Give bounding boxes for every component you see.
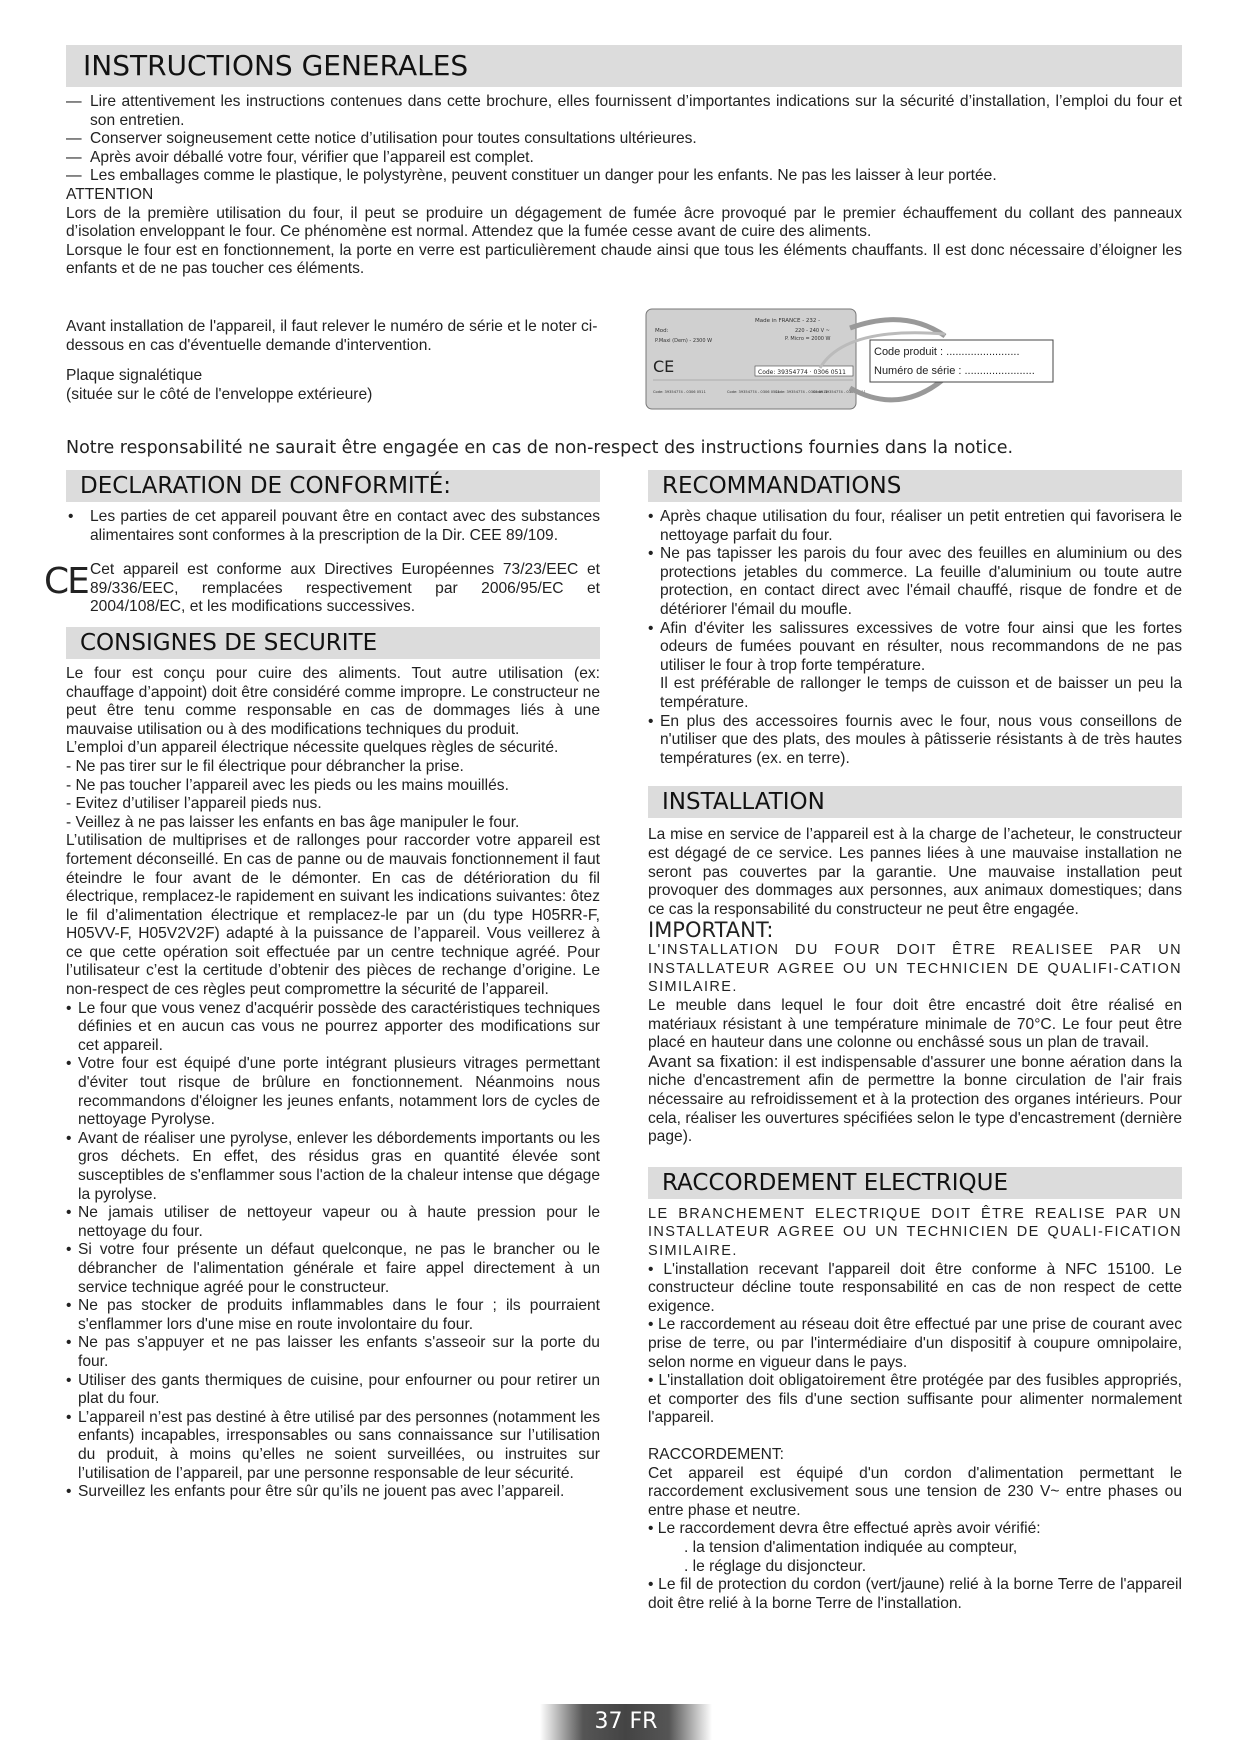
- consignes-header: CONSIGNES DE SECURITE: [66, 627, 600, 659]
- declaration-bullet: • Les parties de cet appareil pouvant être en contact avec des substances alimentaires sont conformes à la prescription de la Dir. CEE 89/109.: [68, 508, 600, 544]
- plate-made-in: Made in FRANCE - 232 -: [755, 318, 821, 324]
- plate-label: Plaque signalétique: [66, 367, 203, 385]
- attention-label: ATTENTION: [66, 185, 154, 203]
- recommandation-bullet: • Afin d'éviter les salissures excessives de votre four ainsi que les fortes odeurs de fumées pouvant en résulter, nous recommandons de ne pas utiliser le four à trop forte température.: [648, 619, 1182, 674]
- raccordement-paragraph: Cet appareil est équipé d'un cordon d'alimentation permettant le raccordement exclusivement sous une tension de 230 V~ entre phases ou entre phase et neutre.: [648, 1464, 1182, 1519]
- fixation-paragraph: Avant sa fixation: il est indispensable d'assurer une bonne aération dans la niche d'encastrement afin de permettre la bonne circulation de l'air frais nécessaire au refroidissement et à la protection des organes intérieurs. Pour cela, réaliser les ouvertures spécifiées selon le type d'encastrement (dernière page).: [648, 1051, 1183, 1146]
- raccordement-last: • Le fil de protection du cordon (vert/jaune) relié à la borne Terre de l'appareil doit être relié à la borne Terre de l'installation.: [648, 1576, 1182, 1612]
- serial-note: [66, 318, 626, 404]
- raccordement-bullet: • L'installation doit obligatoirement être protégée par des fusibles appropriés, et comporter des fils d'une section suffisante pour alimenter normalement l'appareil.: [648, 1372, 1182, 1427]
- consignes-dash-item: - Veillez à ne pas laisser les enfants en bas âge manipuler le four.: [66, 813, 520, 831]
- recommandation-extra: Il est préférable de rallonger le temps de cuisson et de baisser un peu la température.: [660, 675, 1182, 711]
- plate-location: (située sur le côté de l'enveloppe extérieure): [66, 385, 373, 403]
- plate-micro: P. Micro = 2000 W: [785, 336, 831, 342]
- recommandation-bullet: • Ne pas tapisser les parois du four avec des feuilles en aluminium ou des protections jetables du commerce. La feuille d'aluminium ou toute autre protection, en contact direct avec l'émail chauffé, risque de fondre et de détériorer l'émail du moufle.: [648, 545, 1182, 618]
- plate-ce-mark: CE: [653, 357, 675, 376]
- installation-paragraph: La mise en service de l’appareil est à la charge de l’acheteur, le constructeur est dégagé de ce service. Les pannes liées à une mauvaise installation ne seront pas couvertes par la garantie. Une mauvaise installation peut provoquer des dommages aux personnes, aux animaux domestiques; dans ce cas la responsabilité du constructeur ne peut être engagée.: [648, 826, 1182, 918]
- raccordement-check-item: . le réglage du disjoncteur.: [684, 1557, 867, 1575]
- raccordement-bullet: • L'installation recevant l'appareil doit être conforme à NFC 15100. Le constructeur décline toute responsabilité en cas de non respect de cette exigence.: [648, 1260, 1182, 1315]
- disclaimer: Notre responsabilité ne saurait être engagée en cas de non-respect des instructions fournies dans la notice.: [66, 438, 1014, 458]
- consignes-dash-item: - Ne pas tirer sur le fil électrique pour débrancher la prise.: [66, 757, 464, 775]
- installation-paragraph: Le meuble dans lequel le four doit être encastré doit être réalisé en matériaux résistant à une température minimale de 70°C. Le four peut être placé en hauteur dans une colonne ou enchâssé sous un plan de travail.: [648, 997, 1182, 1052]
- plate-cell: Code: 39354774 - 0306 0511: [727, 390, 780, 394]
- consignes-bullet: • Ne pas s'appuyer et ne pas laisser les enfants s'asseoir sur la porte du four.: [66, 1334, 600, 1370]
- plate-cell: Code: 39354774 - 0306 0511: [653, 390, 706, 394]
- recommandations-header: RECOMMANDATIONS: [648, 470, 1182, 502]
- consignes-bullet: • Le four que vous venez d'acquérir possède des caractéristiques techniques définies et en aucun cas vous ne pourrez apporter des modifications sur cet appareil.: [66, 999, 600, 1054]
- right-column: [648, 470, 1182, 1613]
- consignes-dash-item: - Evitez d’utiliser l’appareil pieds nus.: [66, 795, 322, 813]
- serial-note-text: Avant installation de l'appareil, il faut relever le numéro de série et le noter ci-dessous en cas d'éventuelle demande d'intervention.: [66, 318, 598, 354]
- rating-plate-graphic: [645, 308, 1055, 410]
- important-caps: L'INSTALLATION DU FOUR DOIT ÊTRE REALISEE PAR UN INSTALLATEUR AGREE OU UN TECHNICIEN DE QUALIFI-CATION SIMILAIRE.: [648, 942, 1182, 996]
- raccordement-body: [648, 1205, 1182, 1613]
- installation-body: [648, 826, 1182, 1147]
- installation-header: INSTALLATION: [648, 786, 1182, 818]
- consignes-bullet: • Utiliser des gants thermiques de cuisine, pour enfourner ou pour retirer un plat du four.: [66, 1371, 600, 1408]
- rating-plate-illustration: [645, 308, 1055, 410]
- declaration-header: DECLARATION DE CONFORMITÉ:: [66, 470, 600, 502]
- recommandation-bullet: • Après chaque utilisation du four, réaliser un petit entretien qui favorisera le nettoyage parfait du four.: [648, 508, 1182, 544]
- intro-item: — Après avoir déballé votre four, vérifier que l’appareil est complet.: [66, 148, 534, 166]
- left-column: [44, 470, 600, 1502]
- ce-mark: CE: [44, 561, 88, 603]
- consignes-bullet: • L’appareil n’est pas destiné à être utilisé par des personnes (notamment les enfants) incapables, irresponsables ou sans connaissance sur l’utilisation du produit, à moins qu’elles ne soient surveillées, ou instruites sur l’utilisation de l’appareil, par une personne responsable de leur sécurité.: [66, 1408, 600, 1482]
- intro-item: — Les emballages comme le plastique, le polystyrène, peuvent constituer un danger pour les enfants. Ne pas les laisser à leur portée.: [66, 167, 997, 185]
- page-title: INSTRUCTIONS GENERALES: [66, 45, 1182, 87]
- plate-voltage: 220 - 240 V ~: [795, 328, 830, 334]
- consignes-bullet: • Ne pas stocker de produits inflammables dans le four ; ils pourraient s'enflammer lors d'une mise en route involontaire du four.: [66, 1297, 600, 1333]
- consignes-bullet: • Surveillez les enfants pour être sûr qu’ils ne jouent pas avec l’appareil.: [66, 1483, 565, 1501]
- numero-serie-field: Numéro de série : .......................: [874, 365, 1035, 377]
- consignes-paragraph: Le four est conçu pour cuire des aliments. Tout autre utilisation (ex: chauffage d’appoint) doit être considéré comme impropre. Le constructeur ne peut être tenu comme responsable en cas de dommages liés à une mauvaise utilisation ou à des modifications techniques du produit.: [66, 664, 600, 738]
- raccordement-bullet: • Le raccordement au réseau doit être effectué par une prise de courant avec prise de terre, ou par l'intermédiaire d'un dispositif à coupure omnipolaire, selon norme en vigueur dans le pays.: [648, 1316, 1182, 1371]
- raccordement-sub-bullet: • Le raccordement devra être effectué après avoir vérifié:: [648, 1520, 1041, 1538]
- consignes-bullet: • Avant de réaliser une pyrolyse, enlever les débordements importants ou les gros déchets. En effet, des résidus gras en quantité élevée sont susceptibles de s'enflammer sous l'action de la chaleur intense que dégage la pyrolyse.: [66, 1129, 600, 1203]
- attention-paragraph: Lors de la première utilisation du four, il peut se produire un dégagement de fumée âcre provoqué par le premier échauffement du collant des panneaux d’isolation enveloppant le four. Ce phénomène est normal. Attendez que la fumée cesse avant de cuire des aliments.: [66, 204, 1182, 241]
- consignes-bullet: • Si votre four présente un défaut quelconque, ne pas le brancher ou le débrancher de l'alimentation générale et faire appel directement à un service technique agréé pour le constructeur.: [66, 1241, 600, 1296]
- consignes-body: [66, 665, 600, 1502]
- fixation-label: Avant sa fixation:: [648, 1051, 779, 1071]
- raccordement-header: RACCORDEMENT ELECTRIQUE: [648, 1167, 1182, 1199]
- intro-list: [66, 93, 1182, 279]
- page-number: 37 FR: [540, 1704, 712, 1740]
- plate-power: P.Maxi (Dem) - 2300 W: [655, 338, 713, 344]
- consignes-bullet: • Votre four est équipé d'une porte intégrant plusieurs vitrages permettant d'éviter tout risque de brûlure en fonctionnement. Néanmoins nous recommandons d'éloigner les jeunes enfants, notamment lors de cycles de nettoyage Pyrolyse.: [66, 1055, 600, 1129]
- attention-paragraph: Lorsque le four est en fonctionnement, la porte en verre est particulièrement chaude ainsi que tous les éléments chauffants. Il est donc nécessaire d’éloigner les enfants et de ne pas toucher ces éléments.: [66, 241, 1182, 278]
- recommandations-body: [648, 508, 1182, 768]
- consignes-paragraph: L’utilisation de multiprises et de rallonges pour raccorder votre appareil est fortement déconseillé. En cas de panne ou de mauvais fonctionnement il faut éteindre le four avant de le démonter. En cas de détérioration du fil électrique, remplacez-le rapidement en suivant les indications suivantes: ôtez le fil d’alimentation électrique et remplacez-le par un (du type H05RR-F, H05VV-F, H05V2V2F) adapté à la puissance de l’appareil. Vous veillerez à ce que cette opération soit effectuée par un centre technique agréé. Pour l’utilisateur c’est la certitude d’obtenir des pièces de rechange d’origine. Le non-respect de ces règles peut compromettre la sécurité de l’appareil.: [66, 832, 600, 999]
- ce-declaration: CE Cet appareil est conforme aux Directives Européennes 73/23/EEC et 89/336/EEC, remplacées respectivement par 2006/95/EC et 2004/108/EC, et les modifications successives.: [44, 561, 600, 616]
- intro-item: — Lire attentivement les instructions contenues dans cette brochure, elles fournissent d’importantes indications sur la sécurité d’installation, l’emploi du four et son entretien.: [66, 93, 1182, 129]
- consignes-paragraph: L’emploi d’un appareil électrique nécessite quelques règles de sécurité.: [66, 739, 559, 757]
- recommandation-bullet: • En plus des accessoires fournis avec le four, nous vous conseillons de n'utiliser que des plats, des moules à pâtisserie résistants à de très hautes températures (ex. en terre).: [648, 712, 1182, 767]
- code-produit-field: Code produit : ........................: [874, 346, 1020, 358]
- plate-cell: Code: 39354774 - 0306 0511: [775, 390, 828, 394]
- plate-mod: Mod:: [655, 328, 669, 334]
- raccordement-caps: LE BRANCHEMENT ELECTRIQUE DOIT ÊTRE REALISE PAR UN INSTALLATEUR AGREE OU UN TECHNICIEN DE QUALI-FICATION SIMILAIRE.: [648, 1205, 1182, 1259]
- consignes-bullet: • Ne jamais utiliser de nettoyeur vapeur ou à haute pression pour le nettoyage du four.: [66, 1204, 600, 1240]
- important-label: IMPORTANT:: [648, 918, 774, 943]
- plate-code-box: Code: 39354774 · 0306 0511: [758, 369, 846, 376]
- plate-cell: Code: 39354774 - 0306 0511: [813, 390, 866, 394]
- raccordement-check-item: . la tension d'alimentation indiquée au compteur,: [684, 1538, 1018, 1556]
- intro-item: — Conserver soigneusement cette notice d’utilisation pour toutes consultations ultérieures.: [66, 130, 697, 148]
- consignes-dash-item: - Ne pas toucher l’appareil avec les pieds ou les mains mouillés.: [66, 776, 509, 794]
- raccordement-sub-label: RACCORDEMENT:: [648, 1445, 785, 1463]
